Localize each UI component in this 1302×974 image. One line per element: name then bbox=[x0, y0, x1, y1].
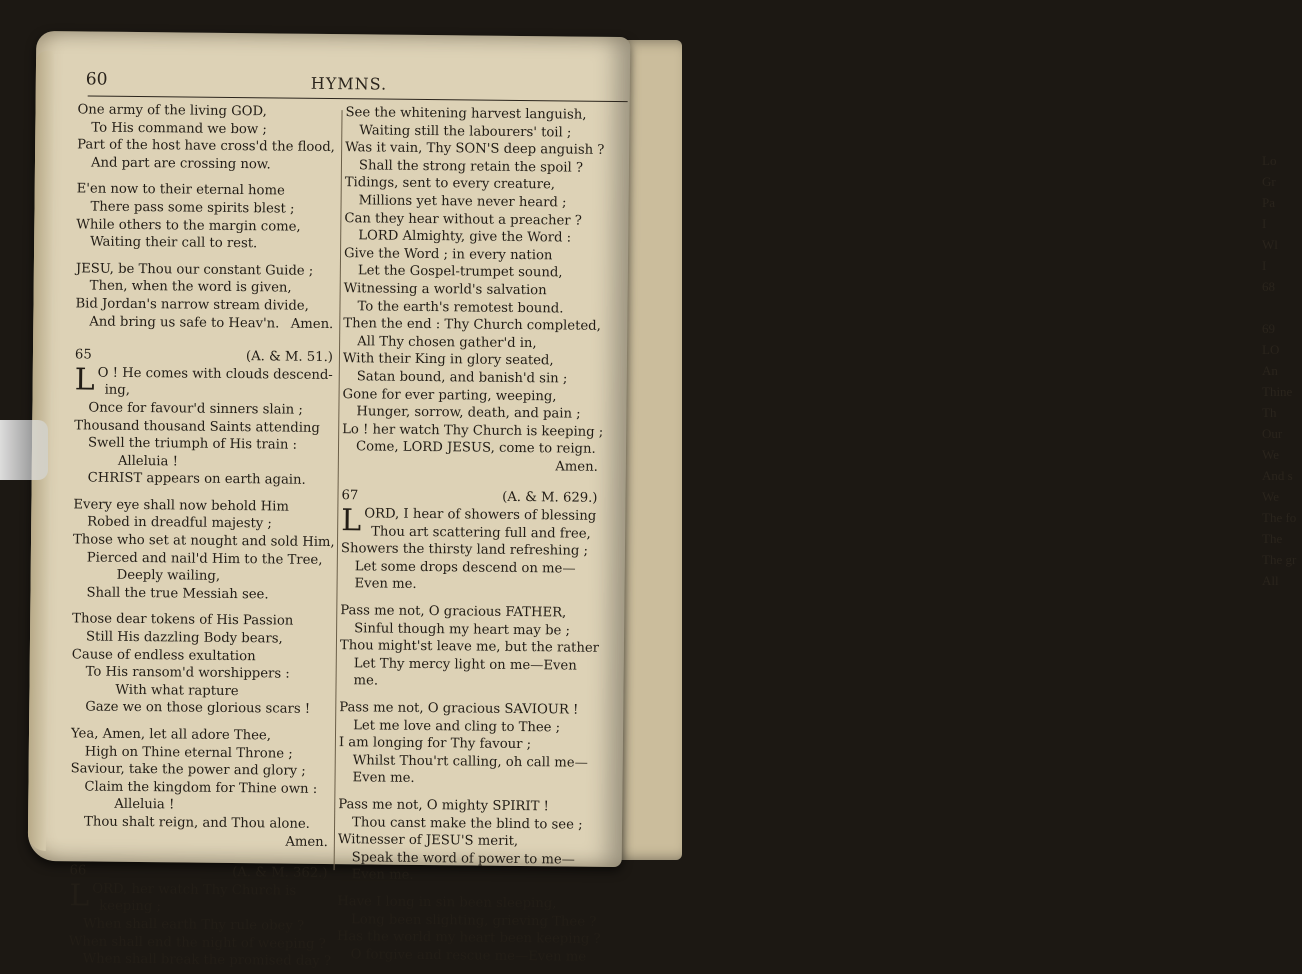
verse-line: Gaze we on those glorious scars ! bbox=[85, 699, 311, 718]
page-number: 60 bbox=[85, 69, 108, 90]
adjacent-fragment: 69 bbox=[1262, 321, 1275, 336]
adjacent-fragment: The fo bbox=[1262, 510, 1297, 525]
verse-line: When shall break the promised day ? bbox=[82, 951, 332, 970]
left-column bbox=[69, 101, 336, 970]
verse-line: LORD Almighty, give the Word : bbox=[358, 228, 572, 246]
verse-line: Deeply wailing, bbox=[116, 568, 221, 585]
tune-reference: (A. & M. 629.) bbox=[502, 490, 598, 507]
adjacent-fragment: I bbox=[1262, 216, 1267, 231]
verse-line: Then, when the word is given, bbox=[89, 278, 292, 296]
verse-line: And part are crossing now. bbox=[90, 155, 271, 173]
verse-line: Thou shalt reign, and Thou alone. bbox=[84, 814, 310, 832]
right-column bbox=[336, 104, 605, 966]
verse-line: Millions yet have never heard ; bbox=[358, 193, 567, 211]
adjacent-fragment: Gr bbox=[1262, 174, 1276, 189]
tune-reference: (A. & M. 362.) bbox=[232, 865, 328, 882]
verse-line: High on Thine eternal Throne ; bbox=[84, 744, 293, 762]
amen: Amen. bbox=[290, 316, 334, 332]
verse-line: Pass me not, O mighty SPIRIT ! bbox=[338, 797, 549, 815]
verse-line: With their King in glory seated, bbox=[342, 351, 554, 369]
verse-line: While others to the margin come, bbox=[76, 216, 301, 235]
tune-reference: (A. & M. 51.) bbox=[245, 349, 334, 366]
adjacent-fragment: We bbox=[1262, 489, 1279, 504]
adjacent-fragment: An bbox=[1262, 363, 1278, 378]
verse-line: Those dear tokens of His Passion bbox=[72, 611, 294, 630]
verse-line: Have I long in sin been sleeping, bbox=[337, 894, 557, 912]
verse-line: Let the Gospel-trumpet sound, bbox=[357, 263, 563, 281]
drop-cap: L bbox=[341, 503, 362, 539]
verse-line: Sinful though my heart may be ; bbox=[354, 620, 571, 639]
verse-line: Even me. bbox=[351, 867, 414, 884]
hymn-number: 67 bbox=[341, 488, 359, 504]
verse-line: Those who set at nought and sold Him, bbox=[72, 532, 335, 551]
adjacent-fragment: Wl bbox=[1262, 237, 1278, 252]
verse-line: Alleluia ! bbox=[117, 453, 178, 470]
verse-line: Thou might'st leave me, but the rather bbox=[339, 638, 600, 657]
verse-line: Showers the thirsty land refreshing ; bbox=[340, 541, 589, 559]
verse-line: Satan bound, and banish'd sin ; bbox=[356, 369, 568, 387]
verse-line: Waiting still the labourers' toil ; bbox=[359, 122, 572, 141]
adjacent-fragment: And s bbox=[1262, 468, 1293, 483]
verse-line: Long been slighting, grieving Thee ? bbox=[350, 911, 597, 930]
verse-line: ORD, I hear of showers of blessing bbox=[364, 506, 597, 524]
adjacent-fragment: Thine bbox=[1262, 384, 1293, 399]
verse-line: Once for favour'd sinners slain ; bbox=[88, 400, 303, 418]
adjacent-fragment: The gr bbox=[1262, 552, 1297, 567]
verse-line: Let me love and cling to Thee ; bbox=[353, 717, 561, 736]
verse-line: Let some drops descend on me— bbox=[354, 559, 576, 577]
hymn-65 bbox=[70, 364, 333, 851]
verse-line: Saviour, take the power and glory ; bbox=[70, 761, 306, 779]
verse-line: Yea, Amen, let all adore Thee, bbox=[70, 726, 272, 744]
verse-line: And bring us safe to Heav'n. bbox=[89, 314, 280, 332]
verse-line: O ! He comes with clouds descend- bbox=[97, 365, 333, 383]
verse-line: Witnesser of JESU'S merit, bbox=[337, 832, 519, 850]
verse-line: When shall end the night of weeping ? bbox=[68, 933, 326, 952]
verse-line: See the whitening harvest languish, bbox=[345, 105, 587, 123]
adjacent-fragment: LO bbox=[1262, 342, 1280, 357]
verse-line: me. bbox=[353, 673, 379, 689]
verse-line: Has the world my heart been keeping ? bbox=[336, 929, 601, 947]
verse-line: There pass some spirits blest ; bbox=[90, 199, 295, 217]
verse-line: Give the Word ; in every nation bbox=[343, 245, 553, 264]
verse-line: Witnessing a world's salvation bbox=[343, 281, 547, 299]
verse-line: Shall the strong retain the spoil ? bbox=[358, 158, 584, 176]
verse-line: Shall the true Messiah see. bbox=[86, 585, 269, 603]
verse-line: CHRIST appears on earth again. bbox=[87, 470, 306, 489]
verse-line: Thou canst make the blind to see ; bbox=[352, 814, 583, 833]
adjacent-fragment: Lo bbox=[1262, 153, 1277, 168]
verse-line: Even me. bbox=[354, 576, 417, 593]
verse-line: To His command we bow ; bbox=[91, 120, 267, 137]
adjacent-fragment bbox=[1262, 297, 1302, 318]
verse-line: Come, LORD JESUS, come to reign. bbox=[355, 439, 596, 458]
hymn-67 bbox=[336, 503, 601, 966]
verse-line: Robed in dreadful majesty ; bbox=[87, 514, 272, 532]
adjacent-page-fragments bbox=[1262, 150, 1302, 591]
hymn-number: 65 bbox=[74, 347, 92, 363]
verse-line: Pass me not, O gracious SAVIOUR ! bbox=[339, 700, 579, 718]
verse-line: Hunger, sorrow, death, and pain ; bbox=[356, 404, 581, 422]
verse-line: Pass me not, O gracious FATHER, bbox=[340, 603, 567, 621]
verse-line: ORD, her watch Thy Church is bbox=[92, 881, 297, 899]
verse-line: To the earth's remotest bound. bbox=[357, 298, 564, 316]
adjacent-fragment: Our bbox=[1262, 426, 1283, 441]
adjacent-fragment: All bbox=[1262, 573, 1279, 588]
verse-line: Pierced and nail'd Him to the Tree, bbox=[86, 550, 323, 568]
amen: Amen. bbox=[285, 834, 328, 850]
verse-line: Speak the word of power to me— bbox=[351, 850, 575, 868]
verse-line: O forgive and rescue me—Even me bbox=[350, 946, 587, 965]
light-glare bbox=[0, 420, 48, 480]
verse-line: Every eye shall now behold Him bbox=[73, 497, 289, 515]
verse-line: Let Thy mercy light on me—Even bbox=[353, 656, 577, 674]
verse-line: Waiting their call to rest. bbox=[90, 234, 258, 252]
verse-line: Part of the host have cross'd the flood, bbox=[77, 137, 335, 156]
verse-line: One army of the living GOD, bbox=[77, 102, 267, 120]
adjacent-fragment: 68 bbox=[1262, 279, 1275, 294]
drop-cap: L bbox=[69, 878, 90, 914]
verse-line: ing, bbox=[104, 382, 131, 399]
verse-line: Swell the triumph of His train : bbox=[87, 435, 298, 453]
drop-cap: L bbox=[74, 362, 95, 398]
verse-line: Alleluia ! bbox=[114, 797, 175, 813]
verse-line: E'en now to their eternal home bbox=[76, 181, 285, 199]
verse-line: Cause of endless exultation bbox=[71, 646, 256, 664]
verse-line: Tidings, sent to every creature, bbox=[344, 175, 556, 193]
verse-line: Whilst Thou'rt calling, oh call me— bbox=[352, 753, 588, 771]
header-rule bbox=[88, 95, 628, 102]
hymn-66 bbox=[68, 878, 332, 971]
verse-line: Was it vain, Thy SON'S deep anguish ? bbox=[345, 140, 605, 159]
adjacent-fragment: Th bbox=[1262, 405, 1277, 420]
hymn-number: 66 bbox=[69, 863, 87, 879]
verse-line: To His ransom'd worshippers : bbox=[85, 664, 290, 682]
verse-line: Even me. bbox=[352, 770, 415, 787]
verse-line: Can they hear without a preacher ? bbox=[344, 210, 582, 229]
verse-line: Then the end : Thy Church completed, bbox=[343, 316, 601, 334]
verse-line-final bbox=[75, 313, 333, 333]
verse-line: I am longing for Thy favour ; bbox=[338, 735, 532, 753]
verse-line: With what rapture bbox=[115, 682, 239, 699]
adjacent-fragment: I bbox=[1262, 258, 1267, 273]
verse-line: Still His dazzling Body bears, bbox=[85, 629, 283, 647]
verse-line: Thousand thousand Saints attending bbox=[74, 417, 320, 436]
verse-line: keeping ; bbox=[99, 898, 162, 915]
adjacent-fragment: Pa bbox=[1262, 195, 1275, 210]
adjacent-fragment: We bbox=[1262, 447, 1279, 462]
amen: Amen. bbox=[555, 459, 598, 475]
verse-line: Gone for ever parting, weeping, bbox=[342, 386, 557, 404]
adjacent-fragment: The bbox=[1262, 531, 1283, 546]
verse-line: When shall earth Thy rule obey ? bbox=[82, 916, 305, 934]
book-page bbox=[28, 31, 631, 970]
running-head: HYMNS. bbox=[310, 73, 388, 94]
verse-line: All Thy chosen gather'd in, bbox=[357, 334, 537, 351]
verse-line: Lo ! her watch Thy Church is keeping ; bbox=[342, 421, 604, 440]
verse-line: Claim the kingdom for Thine own : bbox=[84, 779, 318, 797]
verse-line: JESU, be Thou our constant Guide ; bbox=[75, 261, 314, 279]
verse-line: Bid Jordan's narrow stream divide, bbox=[75, 296, 309, 314]
verse-line: Thou art scattering full and free, bbox=[371, 524, 591, 542]
